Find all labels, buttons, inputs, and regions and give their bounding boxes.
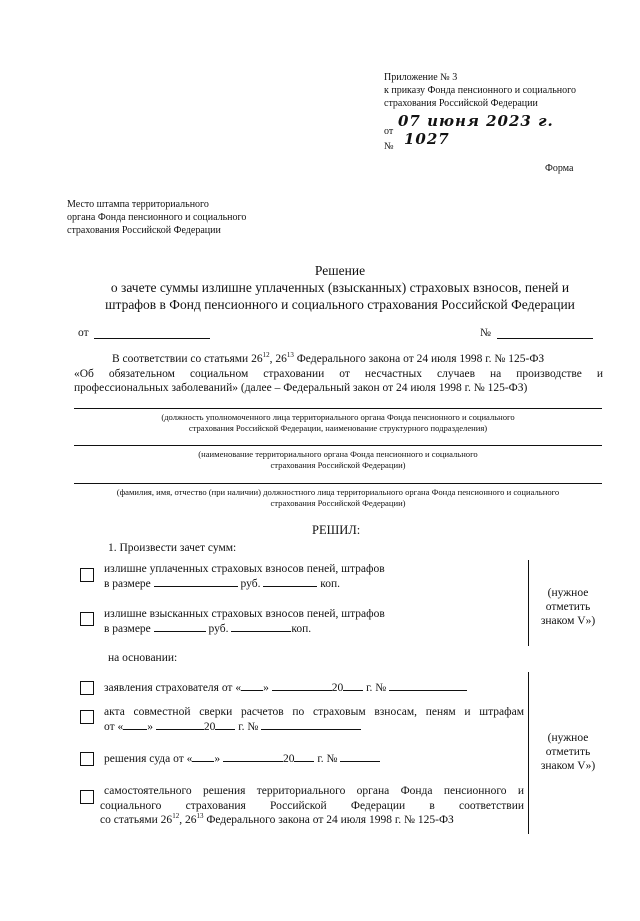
appendix-date-prefix: от [384,126,394,137]
official-position-line[interactable] [74,408,602,409]
appendix-number-handwritten: 1027 [404,130,450,148]
item-1: 1. Произвести зачет сумм: [108,542,237,554]
stamp-line: органа Фонда пенсионного и социального [67,212,247,223]
title-sub: о зачете суммы излишне уплаченных (взысканных) страховых взносов, пеней и [110,280,570,295]
month-blank[interactable] [272,680,332,691]
date-blank[interactable] [94,338,210,339]
day-blank[interactable] [123,719,147,730]
basis-own-decision-line-2: социального страхования Российской Федерации в соответствии [100,800,524,812]
year-blank[interactable] [215,719,235,730]
number-label: № [480,327,491,339]
basis-own-decision-line-1: самостоятельного решения территориального органа Фонда пенсионного и [104,785,524,797]
decided-heading: РЕШИЛ: [312,523,361,537]
official-name-line[interactable] [74,483,602,484]
checkbox-overcollected[interactable] [80,612,94,626]
year-blank[interactable] [343,680,363,691]
appendix-date-handwritten: 07 июня 2023 г. [398,112,554,130]
basis-application: заявления страхователя от « » 20 г. № [104,680,467,695]
year-blank[interactable] [294,751,314,762]
appendix-org-line: страхования Российской Федерации [384,98,538,109]
appendix-number: Приложение № 3 [384,72,458,83]
number-blank[interactable] [389,680,467,691]
stamp-place [67,198,307,237]
caption-territorial-organ: (наименование территориального органа Фонда пенсионного и социального страхования Российской Федерации) [198,449,478,470]
intro-line-2: «Об обязательном социальном страховании от несчастных случаев на производстве и [74,368,603,380]
option-overcollected: излишне взысканных страховых взносов пеней, штрафов в размере руб. коп. [104,608,385,635]
stamp-line: Место штампа территориального [67,199,209,210]
document-title [60,262,620,313]
rub-blank[interactable] [154,621,206,632]
appendix-number-prefix: № [384,141,394,152]
month-blank[interactable] [156,719,204,730]
checkbox-overpaid[interactable] [80,568,94,582]
basis-label: на основании: [108,652,178,664]
checkbox-court[interactable] [80,752,94,766]
basis-reconciliation-line-1: акта совместной сверки расчетов по страховым взносам, пеням и штрафам [104,706,524,718]
caption-official-name: (фамилия, имя, отчество (при наличии) должностного лица территориального органа Фонда пенсионного и социального страхования Российской Федерации) [116,487,560,508]
title-sub: штрафов в Фонд пенсионного и социального страхования Российской Федерации [105,297,575,312]
number-blank[interactable] [497,338,593,339]
basis-reconciliation-line-2: от « » 20 г. № [104,719,361,734]
rub-blank[interactable] [154,576,238,587]
note-divider [528,672,529,834]
checkbox-own-decision[interactable] [80,790,94,804]
checkbox-reconciliation[interactable] [80,710,94,724]
caption-official-position: (должность уполномоченного лица территориального органа Фонда пенсионного и социального страхования Российской Федерации, наименование структурного подразделения) [161,412,515,433]
appendix-order-line: к приказу Фонда пенсионного и социального [384,85,576,96]
kop-blank[interactable] [263,576,317,587]
note-divider [528,560,529,646]
day-blank[interactable] [241,680,263,691]
title-main: Решение [314,263,366,278]
number-blank[interactable] [340,751,380,762]
sums-note: (нужное отметить знаком V») [540,587,596,627]
intro-line-3: профессиональных заболеваний» (далее – Федеральный закон от 24 июля 1998 г. № 125-ФЗ) [74,382,528,394]
basis-court: решения суда от « » 20 г. № [104,751,380,766]
checkbox-application[interactable] [80,681,94,695]
basis-own-decision-line-3: со статьями $26^{12}$, $26^{13}$ Федерального закона от 24 июля 1998 г. № 125-ФЗ [100,812,454,826]
option-overpaid: излишне уплаченных страховых взносов пеней, штрафов в размере руб. коп. [104,563,385,590]
intro-line-1: В соответствии со статьями $26^{12}$, $26^{13}$ Федерального закона от 24 июля 1998 г. № 125-ФЗ [112,351,545,365]
basis-note: (нужное отметить знаком V») [540,732,596,772]
appendix-header [384,71,604,110]
territorial-organ-line[interactable] [74,445,602,446]
day-blank[interactable] [192,751,214,762]
month-blank[interactable] [223,751,283,762]
stamp-line: страхования Российской Федерации [67,225,221,236]
date-from-label: от [78,327,89,339]
number-blank[interactable] [261,719,361,730]
form-label: Форма [545,163,574,174]
kop-blank[interactable] [231,621,291,632]
